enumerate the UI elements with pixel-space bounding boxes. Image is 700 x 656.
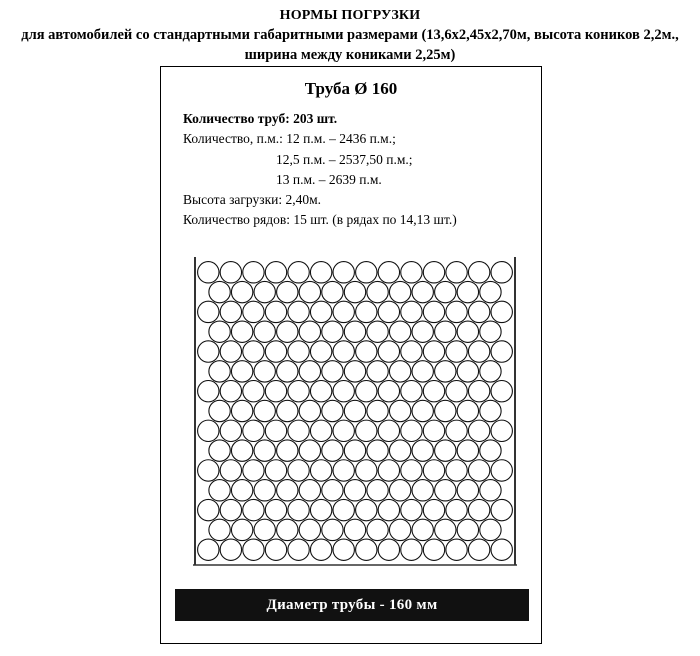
pipe-circle xyxy=(435,519,456,540)
pipe-row xyxy=(209,281,501,302)
pipe-circle xyxy=(468,420,489,441)
pipe-circle xyxy=(310,341,331,362)
pipe-circle xyxy=(344,400,365,421)
pipe-circle xyxy=(299,519,320,540)
pipe-row xyxy=(198,301,513,322)
spec-list xyxy=(161,109,541,231)
pipe-circle xyxy=(265,499,286,520)
pipe-circle xyxy=(435,281,456,302)
pipe-circle xyxy=(378,301,399,322)
pipe-circle xyxy=(435,361,456,382)
pipe-circle xyxy=(446,539,467,560)
pipe-circle xyxy=(265,380,286,401)
pipe-circle xyxy=(333,341,354,362)
pipe-circle xyxy=(254,400,275,421)
pipe-circle xyxy=(209,440,230,461)
pipe-circle xyxy=(277,519,298,540)
pipe-row xyxy=(209,519,501,540)
pipe-circle xyxy=(333,301,354,322)
pipe-circle xyxy=(344,480,365,501)
pipe-circle xyxy=(480,281,501,302)
pipe-circle xyxy=(468,262,489,283)
pipe-circle xyxy=(299,281,320,302)
pipe-circle xyxy=(288,539,309,560)
pipe-circle xyxy=(310,499,331,520)
spec-linear-meters-1: Количество, п.м.: 12 п.м. – 2436 п.м.; xyxy=(183,131,396,147)
pipe-circle xyxy=(231,281,252,302)
pipe-circle xyxy=(367,480,388,501)
pipe-circle xyxy=(344,281,365,302)
pipe-circle xyxy=(220,341,241,362)
pipe-circle xyxy=(412,361,433,382)
pipe-circle xyxy=(277,440,298,461)
pipe-circle xyxy=(491,499,512,520)
pipe-circle xyxy=(344,361,365,382)
pipe-circle xyxy=(209,361,230,382)
pipe-circle xyxy=(322,440,343,461)
spec-pipe-count: Количество труб: 203 шт. xyxy=(183,111,338,126)
pipe-circle xyxy=(378,380,399,401)
pipe-circle xyxy=(401,420,422,441)
pipe-circle xyxy=(277,281,298,302)
pipe-circle xyxy=(457,321,478,342)
pipe-circle xyxy=(198,301,219,322)
pipe-circle xyxy=(277,321,298,342)
pipe-circle xyxy=(367,400,388,421)
pipe-circle xyxy=(254,281,275,302)
pipe-circle xyxy=(254,361,275,382)
pipe-circle xyxy=(344,321,365,342)
card-title: Труба Ø 160 xyxy=(304,79,398,98)
pipe-circle xyxy=(491,341,512,362)
pipe-circle xyxy=(378,262,399,283)
pipe-circle xyxy=(265,301,286,322)
pipe-circle xyxy=(468,380,489,401)
pipe-circle xyxy=(243,420,264,441)
pipe-circle xyxy=(446,380,467,401)
pipe-circle xyxy=(209,519,230,540)
pipe-circle xyxy=(310,460,331,481)
pipe-circle xyxy=(367,519,388,540)
pipe-row xyxy=(209,440,501,461)
pipe-circle xyxy=(310,262,331,283)
pipe-circle xyxy=(333,460,354,481)
pipe-circle xyxy=(491,460,512,481)
pipe-circle xyxy=(423,499,444,520)
pipe-circle xyxy=(231,321,252,342)
pipe-circle xyxy=(299,400,320,421)
pipe-circle xyxy=(389,361,410,382)
pipe-circle xyxy=(198,380,219,401)
pipe-circle xyxy=(299,361,320,382)
pipe-circle xyxy=(367,440,388,461)
pipe-circle xyxy=(333,380,354,401)
pipe-circle xyxy=(446,499,467,520)
spec-linear-meters-2: 12,5 п.м. – 2537,50 п.м.; xyxy=(276,151,413,167)
pipe-circle xyxy=(265,460,286,481)
pipe-circle xyxy=(243,341,264,362)
pipe-circle xyxy=(480,361,501,382)
pipe-circle xyxy=(491,262,512,283)
pipe-row xyxy=(198,420,513,441)
pipe-circle xyxy=(446,460,467,481)
pipe-circle xyxy=(243,262,264,283)
pipe-circle xyxy=(491,539,512,560)
pipe-circle xyxy=(344,519,365,540)
pipe-circle xyxy=(288,499,309,520)
pipe-circle xyxy=(310,380,331,401)
pipe-circle xyxy=(457,400,478,421)
pipe-circle xyxy=(254,440,275,461)
pipe-circle xyxy=(491,380,512,401)
pipe-circle xyxy=(243,460,264,481)
pipe-circle xyxy=(446,301,467,322)
pipe-circle xyxy=(356,380,377,401)
pipe-row xyxy=(209,361,501,382)
pipe-circle xyxy=(254,519,275,540)
pipe-circle xyxy=(322,281,343,302)
pipe-circle xyxy=(198,460,219,481)
pipe-circle xyxy=(220,301,241,322)
pipe-circle xyxy=(423,341,444,362)
pipe-circle xyxy=(423,262,444,283)
pipe-circle xyxy=(401,262,422,283)
pipe-circle xyxy=(198,539,219,560)
pipe-circle xyxy=(480,400,501,421)
pipe-circle xyxy=(344,440,365,461)
pipe-circle xyxy=(277,480,298,501)
pipe-circle xyxy=(457,480,478,501)
pipe-circle xyxy=(356,539,377,560)
pipe-circle xyxy=(356,420,377,441)
pipe-circle xyxy=(401,499,422,520)
pipe-circle xyxy=(412,519,433,540)
pipe-circle xyxy=(220,262,241,283)
pipe-circle xyxy=(288,420,309,441)
pipe-row xyxy=(209,321,501,342)
pipe-circle xyxy=(468,539,489,560)
pipe-circle xyxy=(480,321,501,342)
pipe-row xyxy=(198,460,513,481)
pipe-circle xyxy=(423,301,444,322)
pipe-circle xyxy=(231,480,252,501)
pipe-circle xyxy=(435,440,456,461)
pipe-circle xyxy=(209,480,230,501)
pipe-circle xyxy=(209,321,230,342)
pipe-circle xyxy=(412,440,433,461)
spec-linear-meters-3: 13 п.м. – 2639 п.м. xyxy=(276,171,382,187)
pipe-circle xyxy=(333,539,354,560)
pipe-circle xyxy=(412,321,433,342)
pipe-circle xyxy=(231,519,252,540)
pipe-circle xyxy=(378,420,399,441)
pipe-circle xyxy=(378,539,399,560)
pipe-circle xyxy=(310,420,331,441)
pipe-circle xyxy=(412,480,433,501)
pipe-circle xyxy=(356,341,377,362)
pipe-circle xyxy=(367,361,388,382)
pipe-circle xyxy=(288,380,309,401)
pipe-stack-svg xyxy=(175,239,529,579)
pipe-circle xyxy=(288,460,309,481)
pipe-row xyxy=(198,262,513,283)
pipe-circle xyxy=(198,420,219,441)
pipe-circle xyxy=(457,519,478,540)
pipe-circle xyxy=(480,440,501,461)
page-title: НОРМЫ ПОГРУЗКИ xyxy=(279,8,421,23)
pipe-circle xyxy=(277,361,298,382)
pipe-circle xyxy=(299,440,320,461)
spec-load-height: Высота загрузки: 2,40м. xyxy=(183,192,322,207)
pipe-circle xyxy=(412,281,433,302)
pipe-circle xyxy=(356,301,377,322)
pipe-circle xyxy=(322,519,343,540)
pipe-circle xyxy=(480,519,501,540)
pipe-circle xyxy=(231,440,252,461)
pipe-circle xyxy=(423,539,444,560)
pipe-circle xyxy=(231,400,252,421)
pipe-circle xyxy=(423,460,444,481)
pipe-circle xyxy=(243,301,264,322)
pipe-circle xyxy=(254,321,275,342)
pipe-circle xyxy=(389,480,410,501)
pipe-circle xyxy=(243,539,264,560)
pipe-circle xyxy=(457,281,478,302)
pipe-circle xyxy=(401,539,422,560)
pipe-circle xyxy=(265,341,286,362)
pipe-circle xyxy=(243,380,264,401)
pipe-circle xyxy=(412,400,433,421)
pipe-circle xyxy=(468,499,489,520)
pipe-circle xyxy=(491,301,512,322)
pipe-circle xyxy=(389,440,410,461)
load-spec-card xyxy=(160,66,542,644)
pipe-circle xyxy=(468,460,489,481)
pipe-diameter-label: Диаметр трубы - 160 мм xyxy=(266,596,438,613)
pipe-circle xyxy=(322,321,343,342)
pipe-circle xyxy=(401,341,422,362)
pipe-circle xyxy=(265,539,286,560)
pipe-circle xyxy=(220,460,241,481)
pipe-circle xyxy=(277,400,298,421)
pipe-circle xyxy=(446,341,467,362)
pipe-circle xyxy=(310,539,331,560)
pipe-row xyxy=(198,539,513,560)
pipe-circle xyxy=(299,480,320,501)
pipe-circle xyxy=(435,480,456,501)
pipe-row xyxy=(198,380,513,401)
pipe-circle xyxy=(457,440,478,461)
pipe-circle xyxy=(401,380,422,401)
pipe-circle xyxy=(446,420,467,441)
pipe-stack-diagram xyxy=(175,239,529,579)
pipe-circle xyxy=(209,281,230,302)
pipe-circle xyxy=(288,301,309,322)
pipe-circle xyxy=(254,480,275,501)
pipe-circle xyxy=(356,262,377,283)
pipe-circle xyxy=(220,499,241,520)
pipe-circle xyxy=(491,420,512,441)
pipe-circle xyxy=(435,321,456,342)
pipe-circle xyxy=(288,341,309,362)
pipe-circle xyxy=(220,380,241,401)
page-header xyxy=(0,0,700,65)
pipe-circle xyxy=(198,262,219,283)
pipe-circle xyxy=(423,420,444,441)
pipe-circle xyxy=(333,262,354,283)
pipe-diameter-bar xyxy=(175,589,529,621)
pipe-circle xyxy=(468,341,489,362)
pipe-circle xyxy=(322,361,343,382)
pipe-circle xyxy=(265,262,286,283)
spec-rows-count: Количество рядов: 15 шт. (в рядах по 14,13 шт.) xyxy=(183,212,457,228)
pipe-row xyxy=(209,400,501,421)
page-subtitle: для автомобилей со стандартными габаритными размерами (13,6х2,45х2,70м, высота коников 2,2м., ширина между кониками 2,25м) xyxy=(21,27,679,63)
pipe-circle xyxy=(446,262,467,283)
pipe-circle xyxy=(457,361,478,382)
pipe-circle xyxy=(198,499,219,520)
pipe-circle xyxy=(389,400,410,421)
pipe-circle xyxy=(220,539,241,560)
pipe-circle xyxy=(209,400,230,421)
pipe-circle xyxy=(378,341,399,362)
pipe-circle xyxy=(220,420,241,441)
pipe-circle xyxy=(333,420,354,441)
pipe-circle xyxy=(243,499,264,520)
pipe-circle xyxy=(468,301,489,322)
pipe-row xyxy=(209,480,501,501)
pipe-circle xyxy=(367,281,388,302)
pipe-circle xyxy=(378,499,399,520)
pipe-circle xyxy=(480,480,501,501)
pipe-circle xyxy=(389,321,410,342)
pipe-circle xyxy=(322,400,343,421)
pipe-circle xyxy=(288,262,309,283)
pipe-circle xyxy=(310,301,331,322)
pipe-circle xyxy=(401,301,422,322)
pipe-circle xyxy=(333,499,354,520)
pipe-circle xyxy=(299,321,320,342)
pipe-circle xyxy=(389,281,410,302)
pipe-circle xyxy=(367,321,388,342)
pipe-circle xyxy=(231,361,252,382)
pipe-circle xyxy=(356,460,377,481)
pipe-circle xyxy=(435,400,456,421)
pipe-row xyxy=(198,341,513,362)
pipe-circle xyxy=(378,460,399,481)
pipe-row xyxy=(198,499,513,520)
pipe-circle xyxy=(423,380,444,401)
pipe-circle xyxy=(356,499,377,520)
pipe-circle xyxy=(322,480,343,501)
pipe-circle xyxy=(265,420,286,441)
pipe-circle xyxy=(198,341,219,362)
pipe-circle xyxy=(389,519,410,540)
pipe-circle xyxy=(401,460,422,481)
